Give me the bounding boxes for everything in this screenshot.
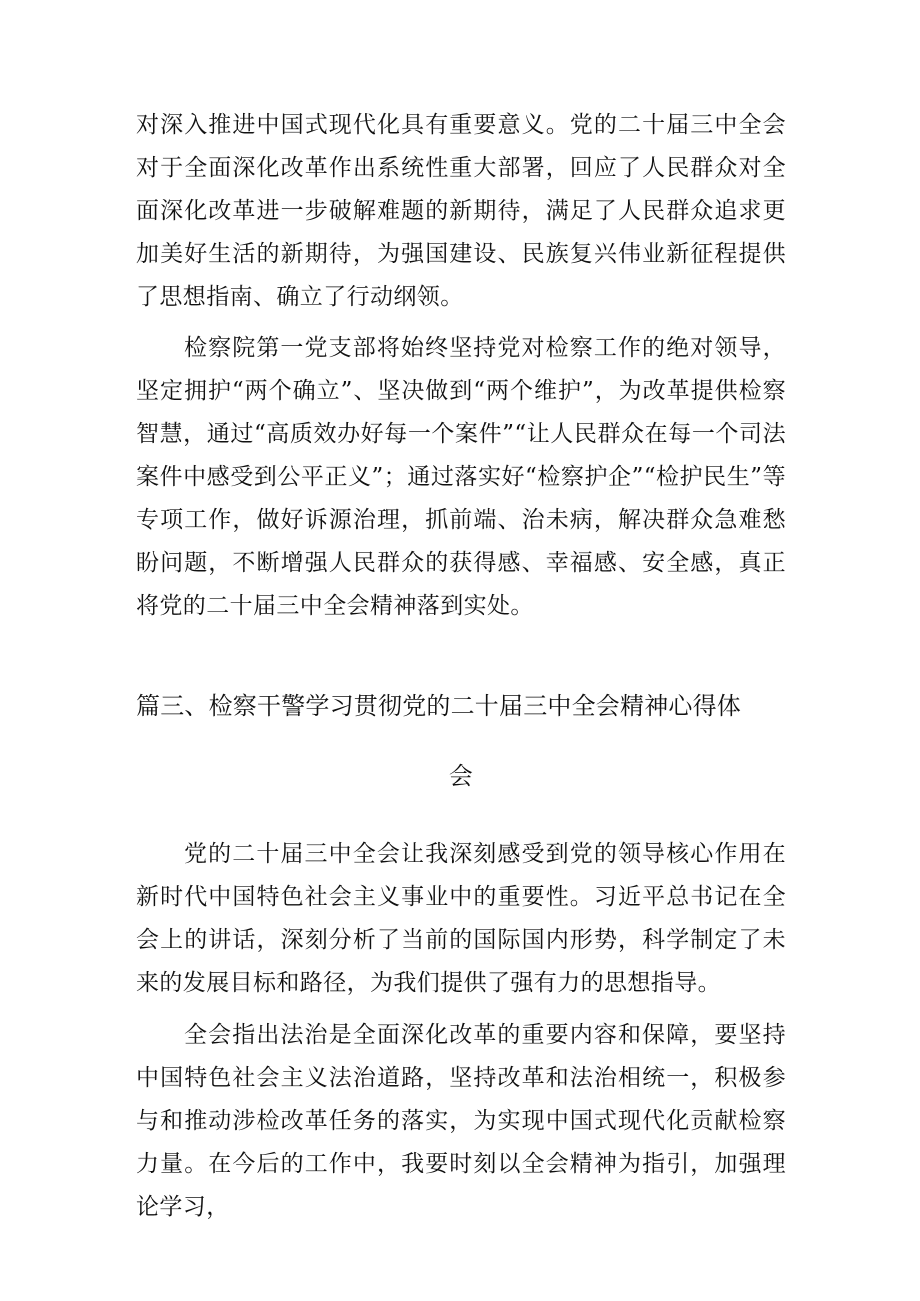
paragraph-4: 全会指出法治是全面深化改革的重要内容和保障，要坚持中国特色社会主义法治道路，坚持改革和法治相统一，积极参与和推动涉检改革任务的落实，为实现中国式现代化贡献检察力量。在今后的工作中，我要时刻以全会精神为指引，加强理论学习， [136,1022,786,1220]
section-heading-line2: 会 [448,762,474,790]
paragraph-3: 党的二十届三中全会让我深刻感受到党的领导核心作用在新时代中国特色社会主义事业中的重要性。习近平总书记在全会上的讲话，深刻分析了当前的国际国内形势，科学制定了未来的发展目标和路径，为我们提供了强有力的思想指导。 [136,841,786,996]
paragraph-2: 检察院第一党支部将始终坚持党对检察工作的绝对领导，坚定拥护“两个确立”、坚决做到“两个维护”，为改革提供检察智慧，通过“高质效办好每一个案件”“让人民群众在每一个司法案件中感受到公平正义”；通过落实好“检察护企”“检护民生”等专项工作，做好诉源治理，抓前端、治未病，解决群众急难愁盼问题，不断增强人民群众的获得感、幸福感、安全感，真正将党的二十届三中全会精神落到实处。 [136,335,786,619]
paragraph-1: 对深入推进中国式现代化具有重要意义。党的二十届三中全会对于全面深化改革作出系统性重大部署，回应了人民群众对全面深化改革进一步破解难题的新期待，满足了人民群众追求更加美好生活的新期待，为强国建设、民族复兴伟业新征程提供了思想指南、确立了行动纲领。 [136,112,786,310]
section-heading-line1: 篇三、检察干警学习贯彻党的二十届三中全会精神心得体 [136,692,741,720]
section-heading [136,676,786,806]
